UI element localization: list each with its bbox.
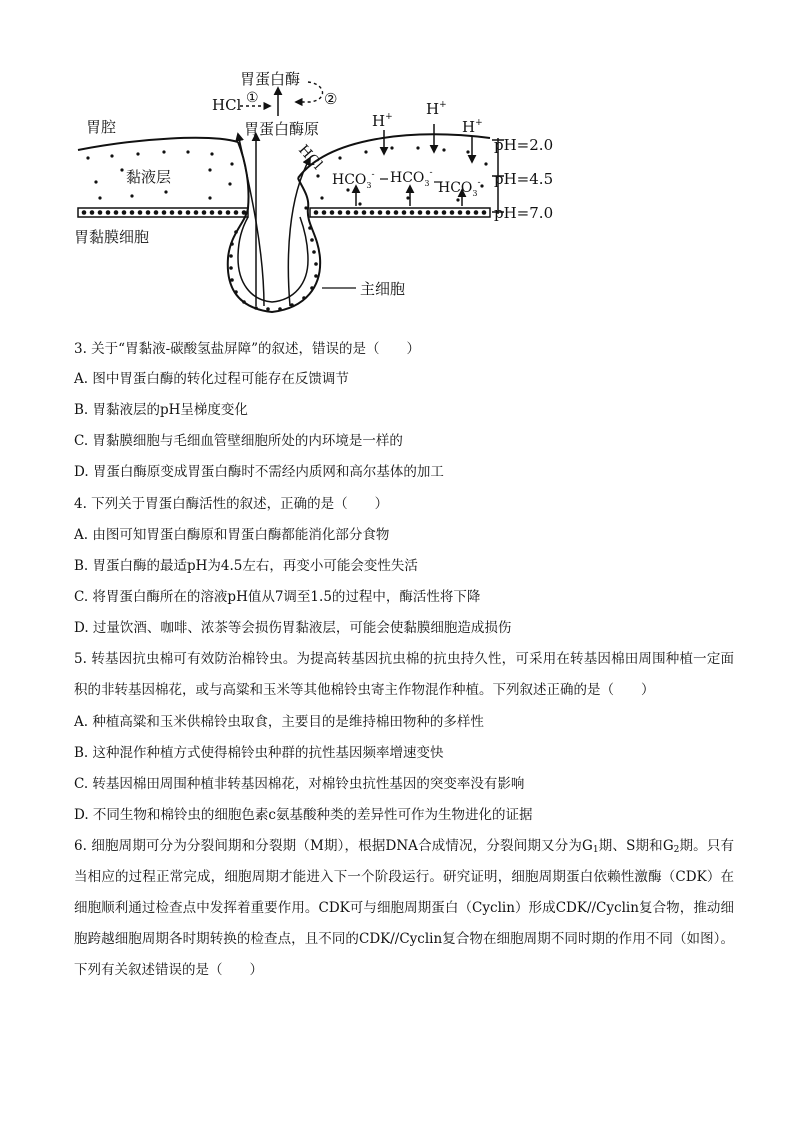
mucus-boundary-left: [78, 138, 238, 150]
q6-sub-g2: 2: [673, 845, 680, 855]
chief-cell-speckles: [229, 226, 318, 311]
h-ion-label-2: H+: [426, 100, 447, 118]
q6-text-1: 6. 细胞周期可分为分裂间期和分裂期（M期），根据DNA合成情况，分裂间期又分为G: [74, 838, 593, 854]
h-ion-label-3: H+: [462, 118, 483, 136]
mucus-layer-label: 黏液层: [126, 168, 172, 186]
gastric-pit-inner: [238, 217, 308, 302]
hcl-label-left: HCl: [212, 96, 242, 114]
q6-stem-text: [74, 831, 734, 986]
q5-stem-text: 5. 转基因抗虫棉可有效防治棉铃虫。为提高转基因抗虫棉的抗虫持久性，可采用在转基因棉田周围种植一定面积的非转基因棉花，或与高粱和玉米等其他棉铃虫寄主作物混作种植。下列叙述正确的是（ ）: [74, 651, 734, 698]
q6-text-2: 期、S期和G: [598, 838, 674, 854]
mucosa-cells-label: 胃黏膜细胞: [74, 228, 150, 246]
q4-option-a: A. 由图可知胃蛋白酶原和胃蛋白酶都能消化部分食物: [74, 527, 390, 543]
ph-label-mid: pH=4.5: [494, 170, 554, 188]
q5-stem: [74, 644, 734, 706]
q6-sub-g1: 1: [592, 845, 599, 855]
hco3-label-2: $HCO_3^-$: [390, 168, 433, 188]
ph-label-bottom: pH=7.0: [494, 204, 554, 222]
chief-cell-label: 主细胞: [360, 280, 406, 298]
gastric-cavity-label: 胃腔: [86, 118, 117, 136]
q5-option-a: A. 种植高粱和玉米供棉铃虫取食，主要目的是维持棉田物种的多样性: [74, 714, 484, 730]
q4-stem: 4. 下列关于胃蛋白酶活性的叙述，正确的是（ ）: [74, 496, 389, 512]
q4-option-d: D. 过量饮酒、咖啡、浓茶等会损伤胃黏液层，可能会使黏膜细胞造成损伤: [74, 620, 512, 636]
q5-option-b: B. 这种混作种植方式使得棉铃虫种群的抗性基因频率增速变快: [74, 745, 444, 761]
q6-stem: [74, 831, 734, 986]
pepsinogen-label: 胃蛋白酶原: [244, 120, 320, 138]
hcl-channel-label: HCl: [295, 141, 326, 174]
hco3-label-1: $HCO_3^-$: [332, 170, 375, 190]
q4-option-b: B. 胃蛋白酶的最适pH为4.5左右，再变小可能会变性失活: [74, 558, 418, 574]
q3-option-a: A. 图中胃蛋白酶的转化过程可能存在反馈调节: [74, 371, 349, 387]
epithelium-right: [310, 208, 490, 217]
pepsin-label: 胃蛋白酶: [240, 70, 301, 88]
q3-option-b: B. 胃黏液层的pH呈梯度变化: [74, 402, 248, 418]
ph-label-top: pH=2.0: [494, 136, 554, 154]
q4-option-c: C. 将胃蛋白酶所在的溶液pH值从7调至1.5的过程中，酶活性将下降: [74, 589, 481, 605]
q5-option-d: D. 不同生物和棉铃虫的细胞色素c氨基酸种类的差异性可作为生物进化的证据: [74, 807, 533, 823]
q3-option-d: D. 胃蛋白酶原变成胃蛋白酶时不需经内质网和高尔基体的加工: [74, 464, 444, 480]
q3-option-c: C. 胃黏膜细胞与毛细血管壁细胞所处的内环境是一样的: [74, 433, 403, 449]
q6-text-3: 期。只有当相应的过程正常完成，细胞周期才能进入下一个阶段运行。研究证明，细胞周期蛋白依赖性激酶（CDK）在细胞顺利通过检查点中发挥着重要作用。CDK可与细胞周期蛋白（Cyclin）形成CDK//Cyclin复合物，推动细胞跨越细胞周期各时期转换的检查点，且不同的CDK//Cyclin复合物在细胞周期不同时期的作用不同（如图）。下列有关叙述错误的是（ ）: [74, 838, 735, 978]
q5-option-c: C. 转基因棉田周围种植非转基因棉花，对棉铃虫抗性基因的突变率没有影响: [74, 776, 525, 792]
h-ion-label-1: H+: [372, 112, 393, 130]
q3-stem: 3. 关于“胃黏液-碳酸氢盐屏障”的叙述，错误的是（ ）: [74, 341, 421, 357]
hco3-label-3: $HCO_3^-$: [438, 178, 481, 198]
gastric-barrier-diagram: [60, 58, 580, 320]
step-2-marker: ②: [324, 90, 338, 108]
step-1-marker: ①: [246, 90, 259, 106]
